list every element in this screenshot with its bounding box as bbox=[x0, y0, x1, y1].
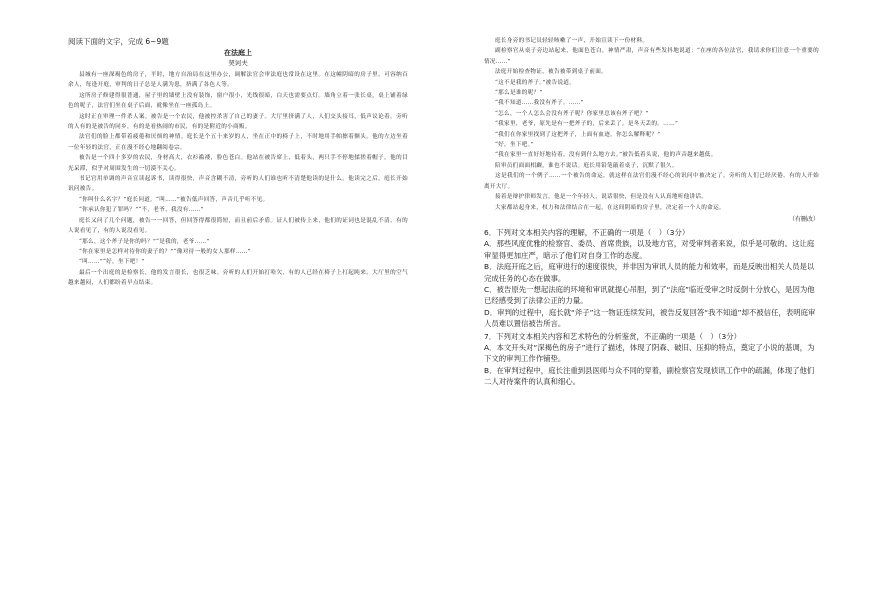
question-6-stem: 6．下列对文本相关内容的理解，不正确的一项是（ ）（3分） bbox=[484, 227, 690, 237]
passage-paragraph: “我在家里一直好好地待着，没有到什么地方去。”被告低着头说，他的声音越来越低。 bbox=[495, 152, 717, 159]
passage-paragraph: 县城有一座深褐色的房子，平时，地方自治局在这里办公，调解法官会审法庭也常设在这里。在这幢阴暗的房子里，可容纳百余人，每逢开庭，审判的日子总是人满为患，挤满了各色人等。 bbox=[68, 72, 408, 89]
question-6-option-b: B．法庭开庭之后，庭审进行的速度很快，并非因为审讯人员的能力和效率，而是反映出相关人员是以完成任务的心态在做事。 bbox=[484, 262, 815, 283]
passage-paragraph: “你承认你犯了罪吗？”“不，老爷，我没有……” bbox=[79, 207, 204, 214]
question-7-option-b: B．在审判过程中，庭长注重到县医师与众不同的穿着，副检察官发现侦讯工作中的疏漏，体现了他们二人对待案件的认真和细心。 bbox=[484, 365, 815, 387]
question-6-option-d: D．审判的过程中，庭长就“斧子”这一物证连续发问，被告反复回答“我不知道”却不被信任，表明庭审人员难以置信被告所言。 bbox=[484, 307, 816, 329]
passage-paragraph: 这时正在审理一件杀人案。被告是一个农民，他被控杀害了自己的妻子。大厅里挤满了人，人们交头接耳，低声议论着。旁听的人有的是被告的同乡，有的是看热闹的市民，有的是附近的小商贩。 bbox=[68, 113, 408, 131]
passage-paragraph: “你叫什么名字？”庭长问道。“叫……”被告低声回答，声音几乎听不见。 bbox=[79, 196, 269, 203]
passage-paragraph: “我不知道……我没有斧子。……” bbox=[495, 100, 584, 107]
question-6-option-a: A．那些风度优雅的检察官、委员、首席贵族，以及地方官，对受审判者来说，似乎是可敬的。这让庭审显得更加庄严，暗示了他们对自身工作的态度。 bbox=[484, 239, 815, 260]
passage-paragraph: “怎么，一个人怎么会没有斧子呢？你家里总该有斧子吧？” bbox=[495, 110, 649, 117]
passage-paragraph: 陪审员们面面相觑，谁也不说话。庭长用铅笔敲着桌子，沉默了很久。 bbox=[495, 162, 678, 169]
passage-paragraph: 庭长又问了几个问题，被告一一回答，但回答得都很简短，而且前后矛盾。证人们被传上来，他们的证词也是混乱不清，有的人说看见了，有的人说没看见。 bbox=[68, 217, 408, 235]
question-6-option-c: C．被告原先一想起法庭的环境和审讯就提心吊胆，到了“法庭”临近受审之时反倒十分放心，是因为他已经感受到了法律公正的力量。 bbox=[484, 284, 815, 306]
passage-paragraph: 这是我们的一个例子……一个被告的命运，就这样在法官们漫不经心的讯问中被决定了。旁听的人们已经厌倦，有的人开始离开大厅。 bbox=[484, 173, 819, 190]
passage-title: 在法庭上 bbox=[224, 48, 252, 57]
passage-paragraph: “叫……”“好，坐下吧！” bbox=[79, 259, 145, 266]
reading-instruction: 阅读下面的文字，完成 6~9题 bbox=[68, 37, 169, 46]
passage-paragraph: “这不是我的斧子。”被告说道。 bbox=[495, 79, 576, 86]
source-note: （有删改） bbox=[788, 215, 819, 223]
passage-paragraph: 法官们的脸上都带着疲倦和厌烦的神情。庭长是个五十来岁的人，坐在正中的椅子上，不时地用手帕擦着额头。他的左边坐着一位年轻的法官，正在漫不经心地翻阅卷宗。 bbox=[68, 134, 408, 151]
passage-paragraph: 大家都站起身来，权力和法律结合在一起，在这间阴暗的房子里，决定着一个人的命运。 bbox=[495, 204, 725, 211]
passage-paragraph: 最后一个出庭的是检察长，他的发言很长，也很乏味。旁听的人们开始打哈欠，有的人已经在椅子上打起盹来。大厅里的空气越来越闷，人们都盼着早点结束。 bbox=[68, 269, 408, 287]
passage-paragraph: “那么是谁的呢？” bbox=[495, 90, 543, 97]
passage-paragraph: 接着是辩护律师发言。他是一个年轻人，说话很快，但是没有人认真地听他讲话。 bbox=[495, 194, 708, 201]
passage-paragraph: “你在家里是怎样对待你的妻子的？”“像对待一般的女人那样……” bbox=[79, 248, 251, 255]
passage-paragraph: “那么，这个斧子是你的吗？”“是我的，老爷……” bbox=[79, 238, 210, 245]
passage-column bbox=[68, 36, 408, 596]
question-7-option-a: A．本文开头对“深褐色的房子”进行了描述，体现了阴森、破旧、压抑的特点，奠定了小说的基调，为下文的审判工作作铺垫。 bbox=[484, 342, 815, 364]
passage-and-questions-column bbox=[484, 36, 819, 596]
passage-paragraph: 副检察官从桌子旁边站起来，他面色苍白，神情严肃，声音有些发抖地说道：“在座的各位法官，我请求你们注意一个重要的情况……” bbox=[484, 48, 819, 65]
passage-paragraph: “我家里，老爷，原先是有一把斧子的，后来丢了。是冬天丢的。……” bbox=[495, 121, 679, 128]
passage-paragraph: “我们在你家里找到了这把斧子，上面有血迹。你怎么解释呢？” bbox=[495, 131, 661, 138]
passage-paragraph: 书记官用单调的声音宣读起诉书，读得很快，声音含糊不清，旁听的人们谁也听不清楚他读的是什么。他读完之后，庭长开始讯问被告。 bbox=[68, 176, 408, 193]
passage-paragraph: 法庭开始检查物证，被告被带到桌子前面。 bbox=[495, 69, 607, 76]
passage-paragraph: 这所房子修建得很普通，屋子里的墙壁上没有装饰，窗户很小，光线很暗，白天也需要点灯。墙角立着一张长桌，桌上铺着绿色的呢子，法官们坐在桌子后面，就像坐在一座孤岛上。 bbox=[68, 92, 408, 110]
passage-paragraph: 庭长身旁的书记员轻轻咳嗽了一声，开始宣读下一份材料。 bbox=[495, 38, 649, 44]
passage-paragraph: 被告是一个四十多岁的农民，身材高大，衣衫褴褛，脸色苍白。他站在被告席上，低着头，两只手不停地揉搓着帽子。他的目光呆滞，似乎对周围发生的一切漠不关心。 bbox=[68, 155, 408, 172]
passage-author: 契诃夫 bbox=[228, 59, 248, 67]
question-7-stem: 7．下列对文本相关内容和艺术特色的分析鉴赏，不正确的一项是（ ）（3分） bbox=[484, 331, 741, 341]
passage-paragraph: “好，坐下吧。” bbox=[495, 142, 534, 149]
